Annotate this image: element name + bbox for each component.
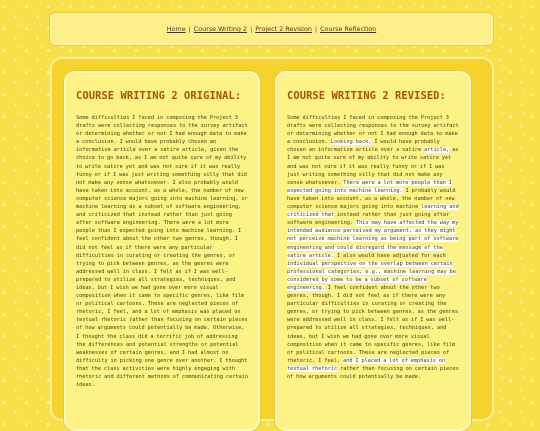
revised-highlight: learning and criticized that — [287, 204, 459, 219]
revised-highlight: and I placed a lot of emphasis on textual rhetoric — [287, 357, 446, 372]
nav-link-course-reflection[interactable]: Course Reflection — [320, 25, 377, 33]
original-heading: COURSE WRITING 2 ORIGINAL: — [76, 90, 242, 102]
nav-separator: | — [314, 25, 318, 33]
revised-highlight: article, — [423, 147, 450, 154]
revised-text-segment: I would have probably chosen an informative article over a satire — [287, 139, 440, 154]
original-text-panel — [64, 71, 260, 431]
top-navigation — [50, 13, 493, 45]
revised-highlight: This may have affected the way my intended audience perceived my argument, as they might not perceive machine learning as being part of software engineering and could disregard the message of the satire article. — [287, 220, 459, 259]
revised-highlight: There were a lot more people than I expected going into machine learning. — [287, 179, 452, 194]
revised-highlight: individual perspective on the overlap between certain professional categories; e.g., machine learning may be considered by some to be a subset of software engineering. — [287, 260, 456, 291]
revised-text-segment: rather than focusing on certain pieces of how arguments could potentially be made. — [287, 365, 459, 380]
revised-text-panel — [275, 71, 471, 431]
nav-link-home[interactable]: Home — [166, 25, 186, 33]
revised-text-segment: instead rather than just going after software engineering. — [287, 212, 450, 227]
original-body: Some difficulties I faced in composing the Project 3 drafts were collecting responses to the survey artifact or determining whether or not I had enough data to make a conclusion. I would have probably chosen an informative article over a satire article, given the choice to go back, as I am not quite sure of my ability to write satire yet and was not sure if it was really funny or if I was just writing something silly that did not make any sense whatsoever. I also probably would have taken into account, as a whole, the number of new computer science majors going into machine learning, or machine learning as a subset of software engineering, and criticized that instead rather than just going after software engineering. There were a lot more people than I expected going into machine learning. I feel confident about the other two genres, though. I did not feel as if there were any particular difficulties in curating or creating the genres, or trying to pick between genres, as the genres were addressed well in class. I felt as if I was well-prepared to utilize all strategies, techniques, and ideas, but I wish we had gone over more visual composition when it came to specific genres, like film or political cartoons. These are neglected pieces of rhetoric, I feel, and a lot of emphasis was placed on textual rhetoric rather than focusing on certain pieces of how arguments could potentially be made. Otherwise, I thought the class did a terrific job of addressing the differences and potential strengths or potential weaknesses of certain genres, and I had almost no difficulty in picking one genre over another. I thought that the class activities were highly engaging with rhetoric and different methods of communicating certain ideas. — [76, 115, 249, 389]
nav-separator: | — [250, 25, 253, 33]
nav-separator: | — [188, 25, 191, 33]
revised-body — [287, 114, 460, 381]
revised-heading: COURSE WRITING 2 REVISED: — [287, 90, 446, 102]
revised-text-segment: as I am not quite sure of my ability to write satire yet and was not sure if it was really funny or if I was just writing something silly that did not make any sense whatsoever. — [287, 147, 459, 186]
nav-link-course-writing-2[interactable]: Course Writing 2 — [193, 25, 248, 33]
revised-text-segment: I also would have adjusted for each — [334, 252, 446, 259]
nav-link-project-2-revision[interactable]: Project 2 Revision — [255, 25, 312, 33]
revised-highlight: Looking back, — [330, 139, 372, 146]
revised-text-segment: I probably would have taken into account, as a whole, the number of new computer science majors going into machine — [287, 187, 456, 211]
revised-text-segment: I feel confident about the other two genres, though. I did not feel as if there were any particular difficulties in curating or creating the genres, or trying to pick between genres, as the genres were addressed well in class. I felt as if I was well-prepared to utilize all strategies, techniques, and ideas, but I wish we had gone over more visual composition when it came to specific genres, like film or political cartoons. These are neglected pieces of rhetoric, I feel, — [287, 284, 459, 364]
revised-text-segment: Some difficulties I faced in composing the Project 3 drafts were collecting responses to the survey artifact or determining whether or not I had enough data to make a conclusion. — [287, 115, 459, 146]
